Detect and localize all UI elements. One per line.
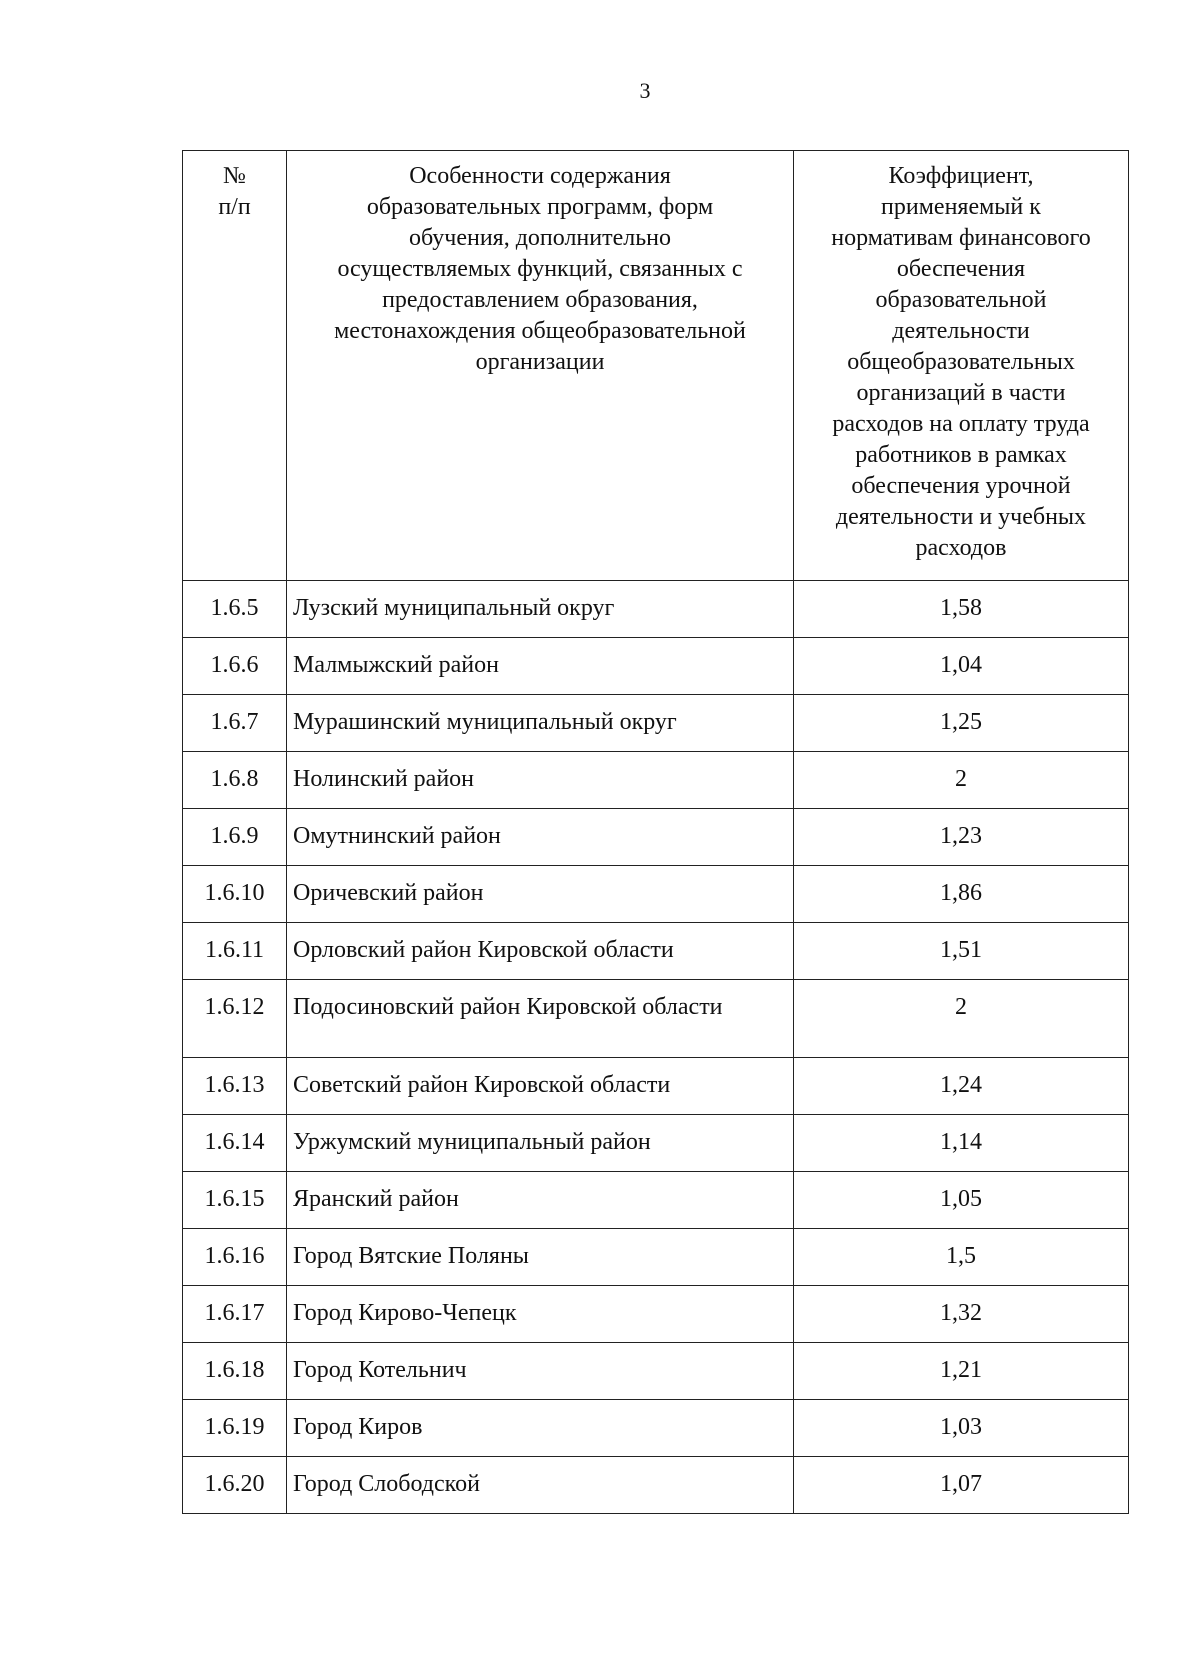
row-number: 1.6.19 — [183, 1400, 287, 1457]
row-number: 1.6.5 — [183, 581, 287, 638]
row-coefficient: 1,58 — [794, 581, 1129, 638]
row-number: 1.6.8 — [183, 752, 287, 809]
row-name: Омутнинский район — [287, 809, 794, 866]
row-coefficient: 2 — [794, 752, 1129, 809]
row-name: Нолинский район — [287, 752, 794, 809]
row-name: Орловский район Кировской области — [287, 923, 794, 980]
row-coefficient: 1,04 — [794, 638, 1129, 695]
row-coefficient: 1,21 — [794, 1343, 1129, 1400]
row-name: Город Слободской — [287, 1457, 794, 1514]
row-coefficient: 1,05 — [794, 1172, 1129, 1229]
row-name: Яранский район — [287, 1172, 794, 1229]
row-number: 1.6.11 — [183, 923, 287, 980]
table-row — [183, 1229, 1129, 1286]
header-number: № п/п — [183, 151, 287, 581]
row-coefficient: 1,24 — [794, 1058, 1129, 1115]
table-header-row — [183, 151, 1129, 581]
row-name: Город Вятские Поляны — [287, 1229, 794, 1286]
row-name: Город Киров — [287, 1400, 794, 1457]
row-name: Подосиновский район Кировской области — [287, 980, 794, 1058]
table-row — [183, 809, 1129, 866]
coefficient-table — [182, 150, 1129, 1514]
row-number: 1.6.20 — [183, 1457, 287, 1514]
row-number: 1.6.18 — [183, 1343, 287, 1400]
table-row — [183, 752, 1129, 809]
row-name: Город Кирово-Чепецк — [287, 1286, 794, 1343]
table-row — [183, 581, 1129, 638]
row-number: 1.6.13 — [183, 1058, 287, 1115]
row-name: Оричевский район — [287, 866, 794, 923]
row-name: Малмыжский район — [287, 638, 794, 695]
row-coefficient: 1,07 — [794, 1457, 1129, 1514]
table-row — [183, 1400, 1129, 1457]
row-number: 1.6.12 — [183, 980, 287, 1058]
row-number: 1.6.10 — [183, 866, 287, 923]
row-coefficient: 1,5 — [794, 1229, 1129, 1286]
row-number: 1.6.9 — [183, 809, 287, 866]
row-coefficient: 1,32 — [794, 1286, 1129, 1343]
row-name: Уржумский муниципальный район — [287, 1115, 794, 1172]
row-coefficient: 1,25 — [794, 695, 1129, 752]
table-row — [183, 1457, 1129, 1514]
row-coefficient: 1,51 — [794, 923, 1129, 980]
row-coefficient: 1,14 — [794, 1115, 1129, 1172]
header-coefficient: Коэффициент, применяемый к нормативам финансового обеспечения образовательной деятельности общеобразовательных организаций в части расходов на оплату труда работников в рамках обеспечения урочной деятельности и учебных расходов — [794, 151, 1129, 581]
header-description: Особенности содержания образовательных программ, форм обучения, дополнительно осуществляемых функций, связанных с предоставлением образования, местонахождения общеобразовательной организации — [287, 151, 794, 581]
table-row — [183, 695, 1129, 752]
table-row — [183, 1172, 1129, 1229]
page-number: 3 — [639, 78, 651, 103]
row-number: 1.6.15 — [183, 1172, 287, 1229]
row-number: 1.6.6 — [183, 638, 287, 695]
table-row — [183, 923, 1129, 980]
row-coefficient: 2 — [794, 980, 1129, 1058]
row-name: Советский район Кировской области — [287, 1058, 794, 1115]
row-coefficient: 1,86 — [794, 866, 1129, 923]
row-number: 1.6.7 — [183, 695, 287, 752]
table-row — [183, 980, 1129, 1058]
row-coefficient: 1,03 — [794, 1400, 1129, 1457]
table-row — [183, 1286, 1129, 1343]
row-name: Мурашинский муниципальный округ — [287, 695, 794, 752]
table-row — [183, 866, 1129, 923]
row-name: Лузский муниципальный округ — [287, 581, 794, 638]
table-row — [183, 1343, 1129, 1400]
table-row — [183, 1058, 1129, 1115]
row-number: 1.6.14 — [183, 1115, 287, 1172]
row-number: 1.6.16 — [183, 1229, 287, 1286]
table-row — [183, 1115, 1129, 1172]
row-number: 1.6.17 — [183, 1286, 287, 1343]
row-name: Город Котельнич — [287, 1343, 794, 1400]
row-coefficient: 1,23 — [794, 809, 1129, 866]
table-row — [183, 638, 1129, 695]
